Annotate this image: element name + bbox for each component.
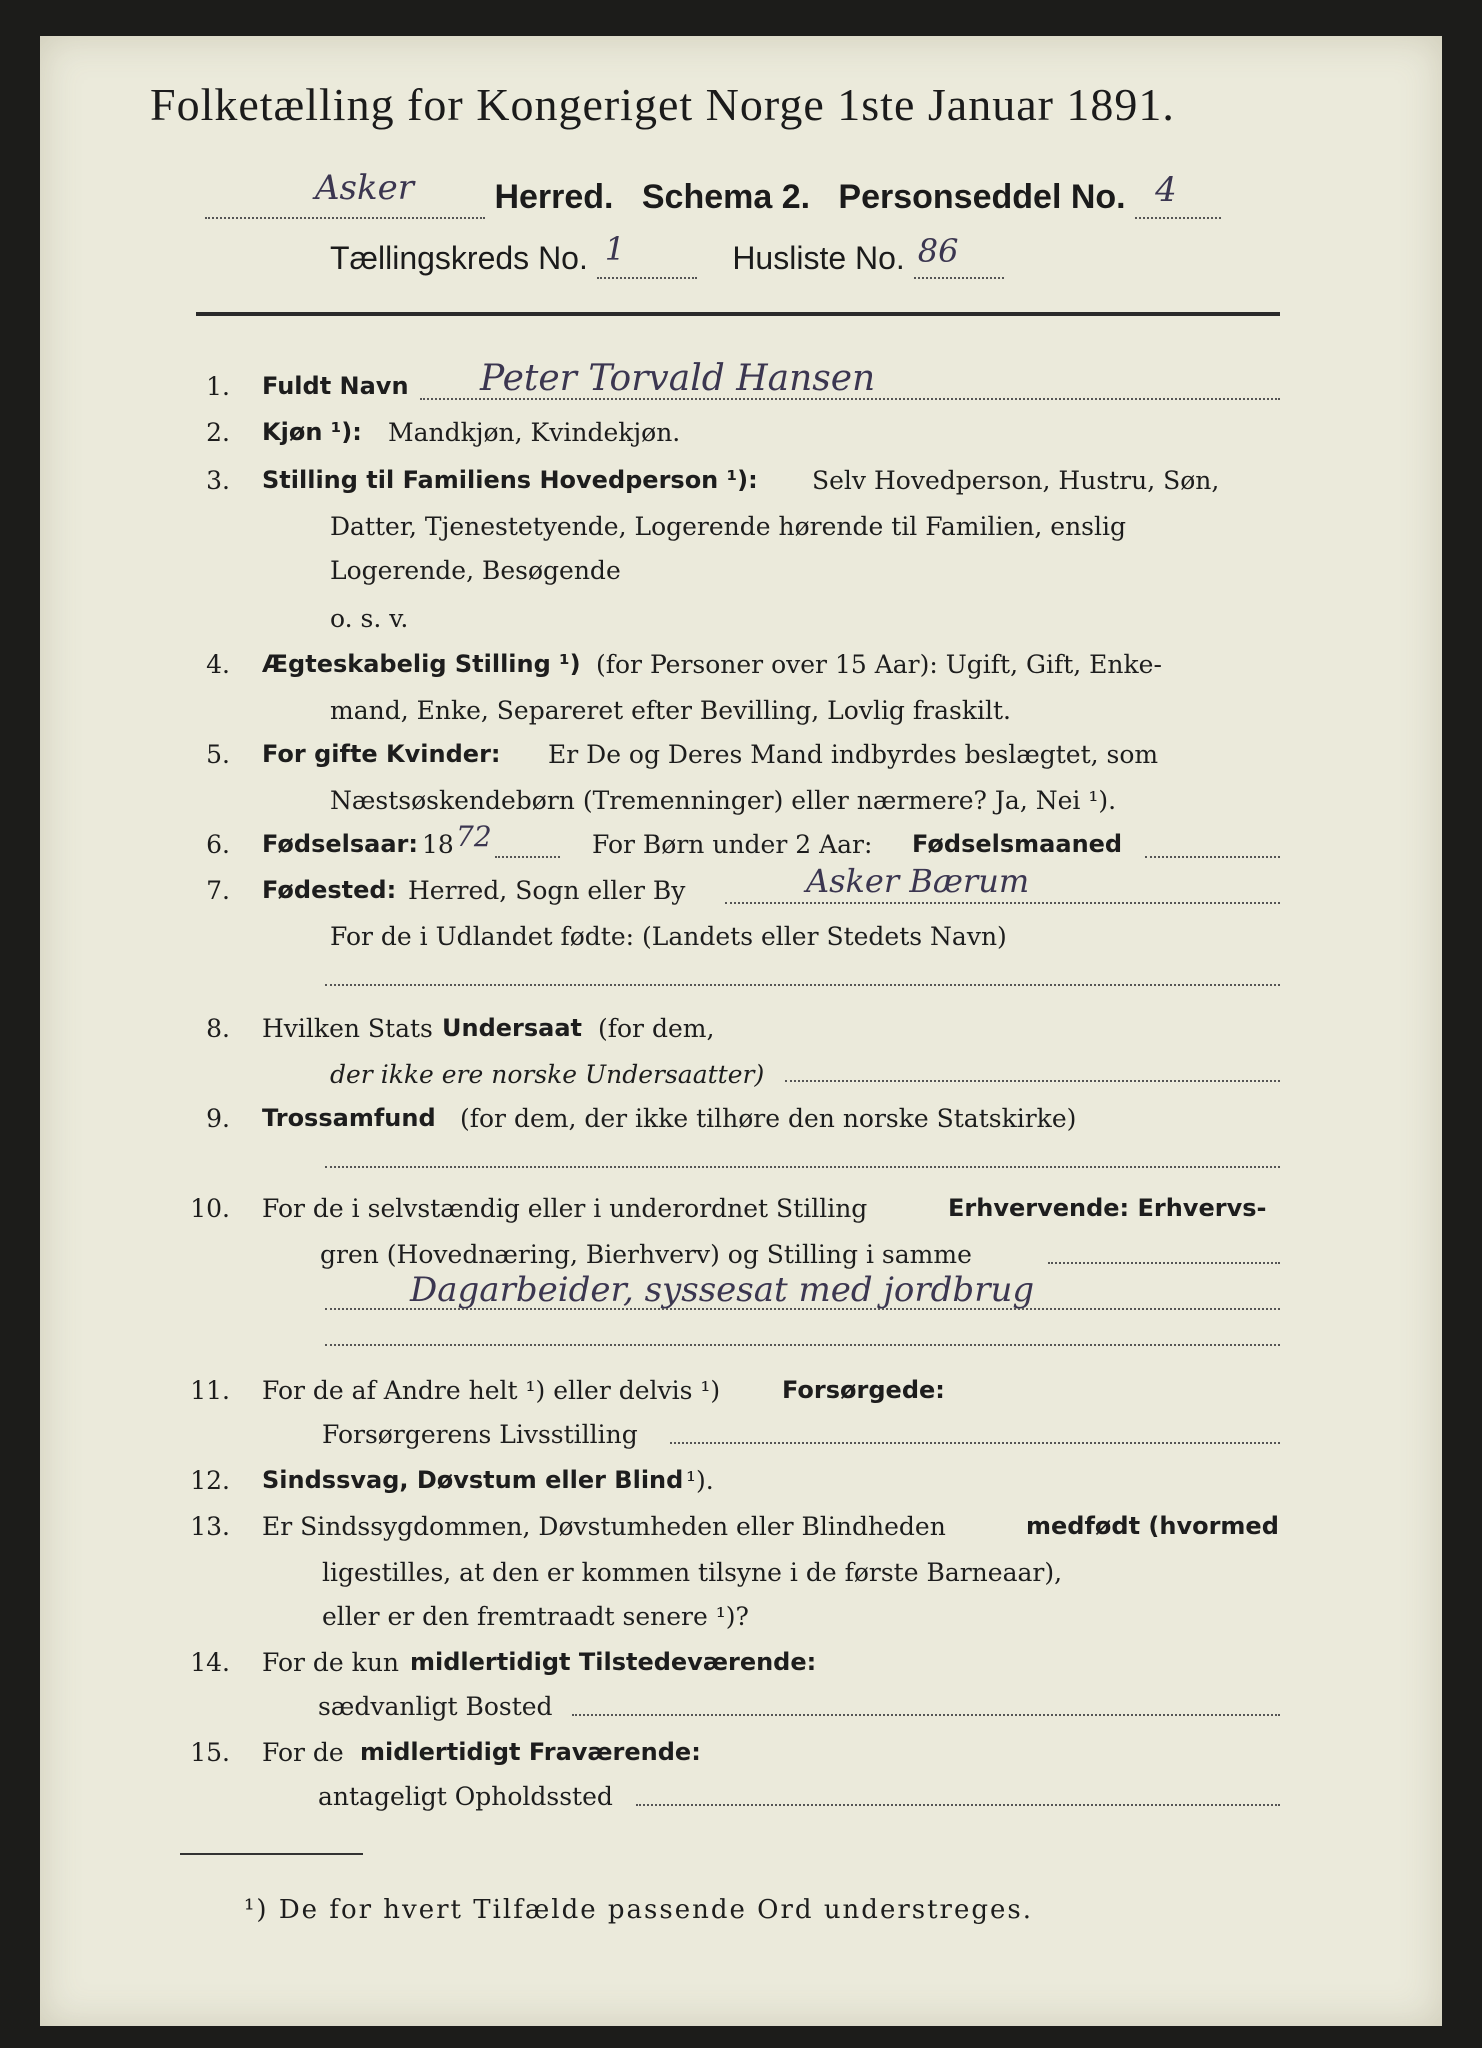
husliste-number: 86 (917, 232, 959, 270)
herred-handwritten: Asker (315, 168, 414, 208)
schema-label: Schema 2. (641, 178, 811, 216)
personseddel-number: 4 (1155, 170, 1177, 210)
kreds-label: Tællingskreds No. (330, 240, 588, 276)
full-name-handwritten: Peter Torvald Hansen (480, 358, 876, 399)
kreds-number: 1 (604, 230, 626, 268)
husliste-label: Husliste No. (732, 240, 905, 276)
birth-year-handwritten: 72 (456, 820, 492, 853)
form-title: Folketælling for Kongeriget Norge 1ste Januar 1891. (150, 79, 1175, 130)
full-name-line (420, 398, 1280, 400)
personseddel-label: Personseddel No. (838, 178, 1126, 216)
occupation-handwritten: Dagarbeider, syssesat med jordbrug (410, 1270, 1035, 1310)
herred-label: Herred. (494, 178, 614, 216)
census-form-sheet (40, 36, 1442, 2026)
footnote-divider (180, 1853, 363, 1855)
header-divider (196, 312, 1280, 316)
birthplace-handwritten: Asker Bærum (806, 862, 1030, 900)
header-row-2 (330, 230, 1004, 279)
header-row-1 (205, 168, 1221, 219)
